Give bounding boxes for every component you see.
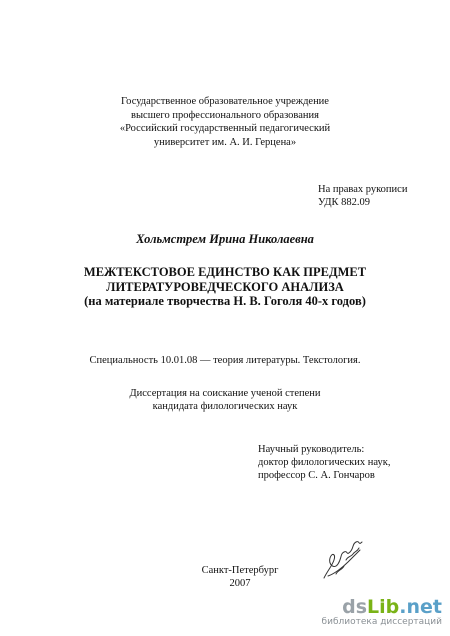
watermark-subtitle: библиотека диссертаций: [321, 617, 442, 627]
rights-notice: На правах рукописи: [318, 184, 408, 195]
degree-statement: [0, 387, 450, 413]
supervisor-line: доктор филологических наук,: [258, 457, 391, 468]
place-and-year: [200, 564, 280, 590]
supervisor-line: Научный руководитель:: [258, 444, 365, 455]
institution-line: Государственное образовательное учреждение: [121, 96, 329, 107]
watermark-logo-part: Lib: [367, 596, 400, 618]
dslib-watermark-logo: [304, 597, 442, 631]
udc-code: УДК 882.09: [318, 197, 371, 208]
supervisor-line: профессор С. А. Гончаров: [258, 470, 375, 481]
specialty-line: Специальность 10.01.08 — теория литературы. Текстология.: [89, 355, 361, 366]
title-subtitle: (на материале творчества Н. В. Гоголя 40-х годов): [84, 294, 366, 308]
watermark-logo-part: ds: [342, 596, 368, 618]
degree-line: кандидата филологических наук: [152, 401, 298, 412]
watermark-logo-text: [304, 597, 442, 617]
institution-header: [0, 95, 450, 149]
manuscript-rights-block: [318, 183, 407, 209]
city: Санкт-Петербург: [201, 565, 279, 576]
institution-line: высшего профессионального образования: [131, 109, 319, 121]
institution-line: «Российский государственный педагогический: [119, 123, 331, 134]
handwritten-signature-icon: [318, 530, 368, 585]
year: 2007: [229, 578, 251, 589]
title-line: ЛИТЕРАТУРОВЕДЧЕСКОГО АНАЛИЗА: [106, 279, 344, 294]
author-name: Хольмстрем Ирина Николаевна: [136, 232, 314, 246]
dissertation-title: [0, 265, 450, 309]
supervisor-block: [258, 443, 391, 482]
degree-line: Диссертация на соискание ученой степени: [129, 388, 321, 399]
watermark-logo-part: .net: [399, 596, 442, 618]
institution-line: университет им. А. И. Герцена»: [153, 136, 297, 148]
title-line: МЕЖТЕКСТОВОЕ ЕДИНСТВО КАК ПРЕДМЕТ: [83, 265, 367, 279]
